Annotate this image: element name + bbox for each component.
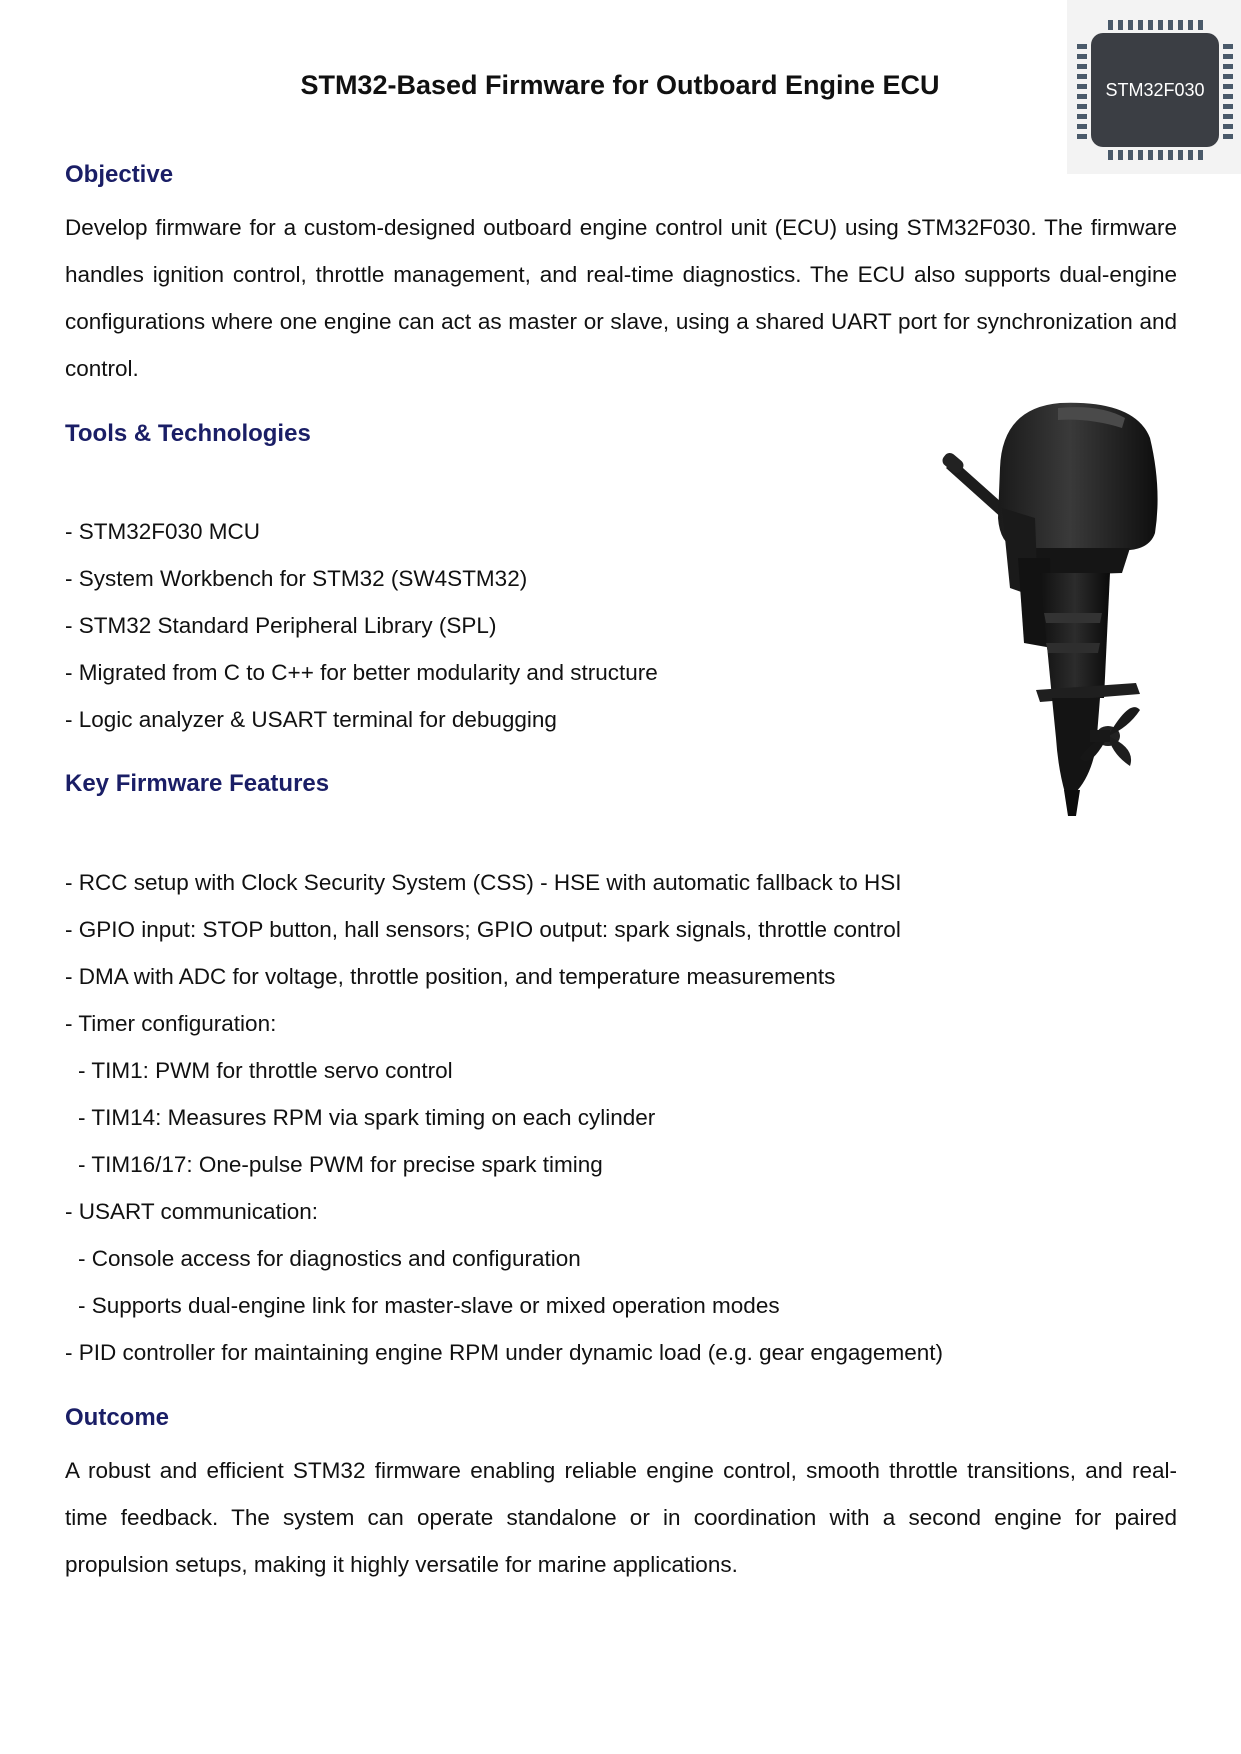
list-item: - Timer configuration: (65, 1011, 277, 1036)
list-item: - Supports dual-engine link for master-slave or mixed operation modes (78, 1293, 780, 1318)
document-title: STM32-Based Firmware for Outboard Engine ECU (300, 70, 940, 100)
list-item: - STM32 Standard Peripheral Library (SPL) (65, 613, 497, 638)
features-heading: Key Firmware Features (65, 770, 330, 797)
list-item: - USART communication: (65, 1199, 319, 1224)
chip-label: STM32F030 (1105, 80, 1205, 100)
list-item: - STM32F030 MCU (65, 519, 261, 544)
objective-text: Develop firmware for a custom-designed outboard engine control unit (ECU) using STM32F030. The firmware handles ignition control, throttle management, and real-time diagnostics. The ECU also supports dual-engine configurations where one engine can act as master or slave, using a shared UART port for synchronization and control. (65, 215, 1177, 381)
outboard-engine-illustration (940, 398, 1180, 818)
outcome-text: A robust and efficient STM32 firmware enabling reliable engine control, smooth throttle transitions, and real-time feedback. The system can operate standalone or in coordination with a second engine for paired propulsion setups, making it highly versatile for marine applications. (65, 1458, 1177, 1577)
list-item: - TIM14: Measures RPM via spark timing on each cylinder (78, 1105, 656, 1130)
list-item: - System Workbench for STM32 (SW4STM32) (65, 566, 528, 591)
list-item: - TIM1: PWM for throttle servo control (78, 1058, 453, 1083)
list-item: - TIM16/17: One-pulse PWM for precise spark timing (78, 1152, 603, 1177)
features-list (65, 859, 943, 1376)
tools-list (65, 508, 658, 743)
list-item: - DMA with ADC for voltage, throttle position, and temperature measurements (65, 964, 836, 989)
list-item: - GPIO input: STOP button, hall sensors; GPIO output: spark signals, throttle control (65, 917, 901, 942)
list-item: - Migrated from C to C++ for better modularity and structure (65, 660, 658, 685)
objective-heading: Objective (65, 161, 174, 188)
chip-illustration (1067, 0, 1241, 174)
list-item: - RCC setup with Clock Security System (CSS) - HSE with automatic fallback to HSI (65, 870, 902, 895)
list-item: - PID controller for maintaining engine RPM under dynamic load (e.g. gear engagement) (65, 1340, 943, 1365)
tools-heading: Tools & Technologies (65, 420, 311, 447)
microcontroller-chip-icon (1067, 0, 1241, 174)
outcome-heading: Outcome (65, 1404, 170, 1431)
list-item: - Logic analyzer & USART terminal for debugging (65, 707, 557, 732)
list-item: - Console access for diagnostics and configuration (78, 1246, 581, 1271)
